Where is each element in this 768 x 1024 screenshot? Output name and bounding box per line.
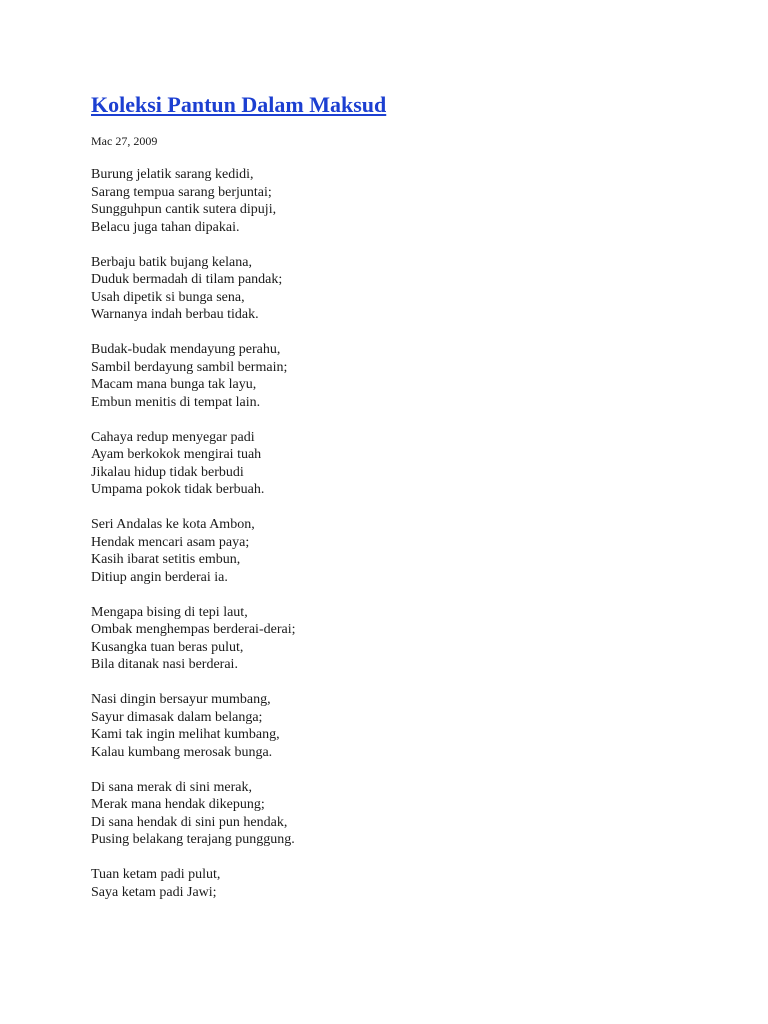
pantun-line: Budak-budak mendayung perahu, [91,342,281,357]
pantun-line: Macam mana bunga tak layu, [91,377,257,392]
pantun-line: Usah dipetik si bunga sena, [91,289,245,305]
pantun-stanza [91,254,711,324]
pantun-line: Merak mana hendak dikepung; [91,797,265,812]
pantun-line: Warnanya indah berbau tidak. [91,307,259,322]
pantun-line: Kusangka tuan beras pulut, [91,639,244,655]
pantun-stanza [91,604,711,674]
pantun-line: Belacu juga tahan dipakai. [91,219,240,235]
pantun-line: Di sana merak di sini merak, [91,779,252,795]
pantun-line: Bila ditanak nasi berderai. [91,657,238,672]
pantun-line: Pusing belakang terajang punggung. [91,832,295,847]
pantun-line: Di sana hendak di sini pun hendak, [91,814,288,830]
pantun-line: Sambil berdayung sambil bermain; [91,359,288,375]
pantun-line: Kasih ibarat setitis embun, [91,552,241,567]
pantun-line: Berbaju batik bujang kelana, [91,254,252,270]
pantun-line: Sungguhpun cantik sutera dipuji, [91,202,277,217]
pantun-line: Kalau kumbang merosak bunga. [91,744,273,760]
pantun-line: Nasi dingin bersayur mumbang, [91,692,271,707]
pantun-line: Mengapa bising di tepi laut, [91,604,248,620]
pantun-stanza [91,691,711,761]
pantun-line: Ditiup angin berderai ia. [91,569,228,585]
pantun-line: Saya ketam padi Jawi; [91,884,217,900]
page-title-link[interactable]: Koleksi Pantun Dalam Maksud [91,92,387,117]
pantun-stanza [91,866,711,901]
document-page [91,90,711,919]
pantun-line: Umpama pokok tidak berbuah. [91,482,265,497]
pantun-stanza [91,429,711,499]
pantun-line: Sarang tempua sarang berjuntai; [91,184,272,200]
pantun-line: Burung jelatik sarang kedidi, [91,167,254,182]
pantun-line: Cahaya redup menyegar padi [91,429,255,445]
pantun-line: Embun menitis di tempat lain. [91,394,261,410]
pantun-line: Sayur dimasak dalam belanga; [91,709,263,725]
pantun-stanza [91,516,711,586]
pantun-line: Kami tak ingin melihat kumbang, [91,727,280,742]
pantun-stanza [91,341,711,411]
pantun-line: Ayam berkokok mengirai tuah [91,447,262,462]
pantun-line: Hendak mencari asam paya; [91,534,250,550]
pantun-line: Jikalau hidup tidak berbudi [91,464,244,480]
pantun-line: Tuan ketam padi pulut, [91,867,221,882]
pantun-stanza [91,779,711,849]
post-date: Mac 27, 2009 [91,134,158,148]
pantun-line: Seri Andalas ke kota Ambon, [91,517,255,532]
pantun-line: Duduk bermadah di tilam pandak; [91,272,283,287]
pantun-collection [91,166,711,901]
pantun-stanza [91,166,711,236]
pantun-line: Ombak menghempas berderai-derai; [91,622,296,637]
